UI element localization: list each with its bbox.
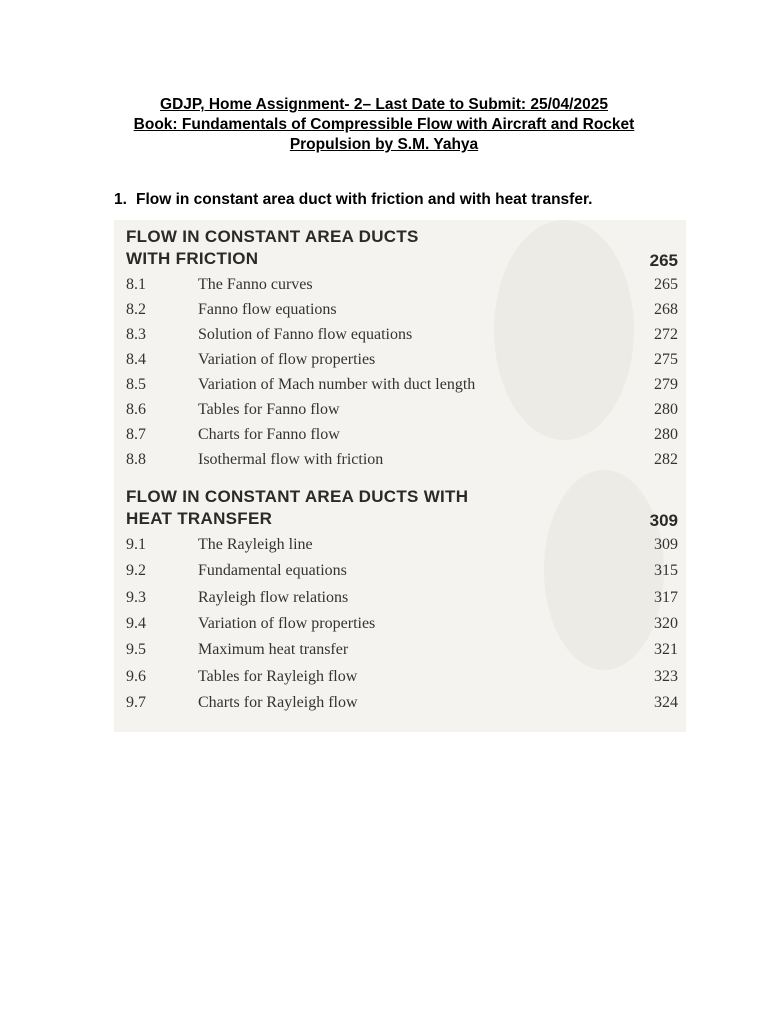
toc-entry-page: 323 — [654, 667, 678, 685]
toc-entry — [114, 562, 686, 586]
toc-entry — [114, 641, 686, 665]
toc-entry-title: The Fanno curves — [198, 276, 313, 293]
toc-entry-title: Fundamental equations — [198, 562, 347, 580]
toc-entry-title: Charts for Rayleigh flow — [198, 693, 358, 711]
toc-entry-number: 9.4 — [126, 614, 146, 632]
toc-entry-number: 9.2 — [126, 562, 146, 580]
toc-entry-title: Fanno flow equations — [198, 301, 337, 318]
toc-entry-page: 315 — [654, 562, 678, 580]
toc-entry-title: Isothermal flow with friction — [198, 451, 384, 468]
assignment-header — [80, 95, 688, 155]
toc-entry-page: 272 — [654, 326, 678, 343]
toc-entry-page: 309 — [654, 536, 678, 553]
toc-entry-number: 8.6 — [126, 401, 146, 418]
toc-entry-page: 279 — [654, 376, 678, 393]
toc-entry-number: 9.5 — [126, 641, 146, 659]
question-text: Flow in constant area duct with friction and with heat transfer. — [136, 191, 593, 208]
question-number: 1. — [114, 191, 127, 208]
toc-entry-page: 324 — [654, 693, 678, 711]
toc-entry-title: Rayleigh flow relations — [198, 588, 349, 606]
toc-entry — [114, 276, 686, 300]
toc-entry — [114, 376, 686, 400]
toc-entry — [114, 694, 686, 718]
section-9-heading-line-1: FLOW IN CONSTANT AREA DUCTS WITH — [126, 487, 469, 506]
section-8-page: 265 — [649, 251, 678, 270]
toc-entry-number: 9.6 — [126, 667, 146, 685]
toc-entry-title: Tables for Fanno flow — [198, 401, 340, 418]
toc-entry-number: 8.4 — [126, 351, 146, 368]
scanned-contents-image — [114, 220, 686, 732]
toc-entry — [114, 326, 686, 350]
toc-entry-title: Variation of Mach number with duct length — [198, 376, 476, 393]
question-item — [114, 190, 592, 210]
toc-entry-title: Charts for Fanno flow — [198, 426, 340, 443]
toc-entry-number: 9.3 — [126, 588, 146, 606]
toc-entry — [114, 426, 686, 450]
toc-entry-page: 317 — [654, 588, 678, 606]
toc-entry-page: 321 — [654, 641, 678, 659]
toc-entry-page: 275 — [654, 351, 678, 368]
toc-entry-page: 268 — [654, 301, 678, 318]
toc-entry-number: 8.1 — [126, 276, 146, 293]
toc-entry — [114, 615, 686, 639]
toc-entry — [114, 536, 686, 560]
toc-entry — [114, 351, 686, 375]
toc-entry-title: The Rayleigh line — [198, 536, 313, 553]
toc-entry-number: 8.7 — [126, 426, 146, 443]
toc-entry-page: 280 — [654, 401, 678, 418]
toc-entry-page: 320 — [654, 614, 678, 632]
toc-entry — [114, 589, 686, 613]
toc-entry-number: 9.1 — [126, 536, 146, 553]
header-line-3: Propulsion by S.M. Yahya — [289, 136, 479, 153]
toc-entry-page: 265 — [654, 276, 678, 293]
toc-entry — [114, 451, 686, 475]
toc-entry — [114, 401, 686, 425]
header-line-1: GDJP, Home Assignment- 2– Last Date to Submit: 25/04/2025 — [160, 96, 608, 113]
toc-entry — [114, 301, 686, 325]
toc-entry-title: Variation of flow properties — [198, 614, 376, 632]
toc-entry-page: 280 — [654, 426, 678, 443]
toc-entry-page: 282 — [654, 451, 678, 468]
section-8-heading-line-1: FLOW IN CONSTANT AREA DUCTS — [126, 227, 419, 246]
toc-entry-title: Tables for Rayleigh flow — [198, 667, 358, 685]
section-9-page: 309 — [649, 511, 678, 530]
toc-entry-title: Solution of Fanno flow equations — [198, 326, 413, 343]
toc-entry-title: Maximum heat transfer — [198, 641, 349, 659]
toc-entry-number: 8.2 — [126, 301, 146, 318]
toc-entry-number: 8.5 — [126, 376, 146, 393]
toc-entry-title: Variation of flow properties — [198, 351, 376, 368]
toc-entry-number: 8.3 — [126, 326, 146, 343]
section-8-heading-line-2: WITH FRICTION — [126, 249, 259, 268]
toc-entry-number: 9.7 — [126, 693, 146, 711]
header-line-2: Book: Fundamentals of Compressible Flow with Aircraft and Rocket — [133, 116, 635, 133]
toc-entry — [114, 668, 686, 692]
toc-entry-number: 8.8 — [126, 451, 146, 468]
section-9-heading-line-2: HEAT TRANSFER — [126, 509, 273, 528]
